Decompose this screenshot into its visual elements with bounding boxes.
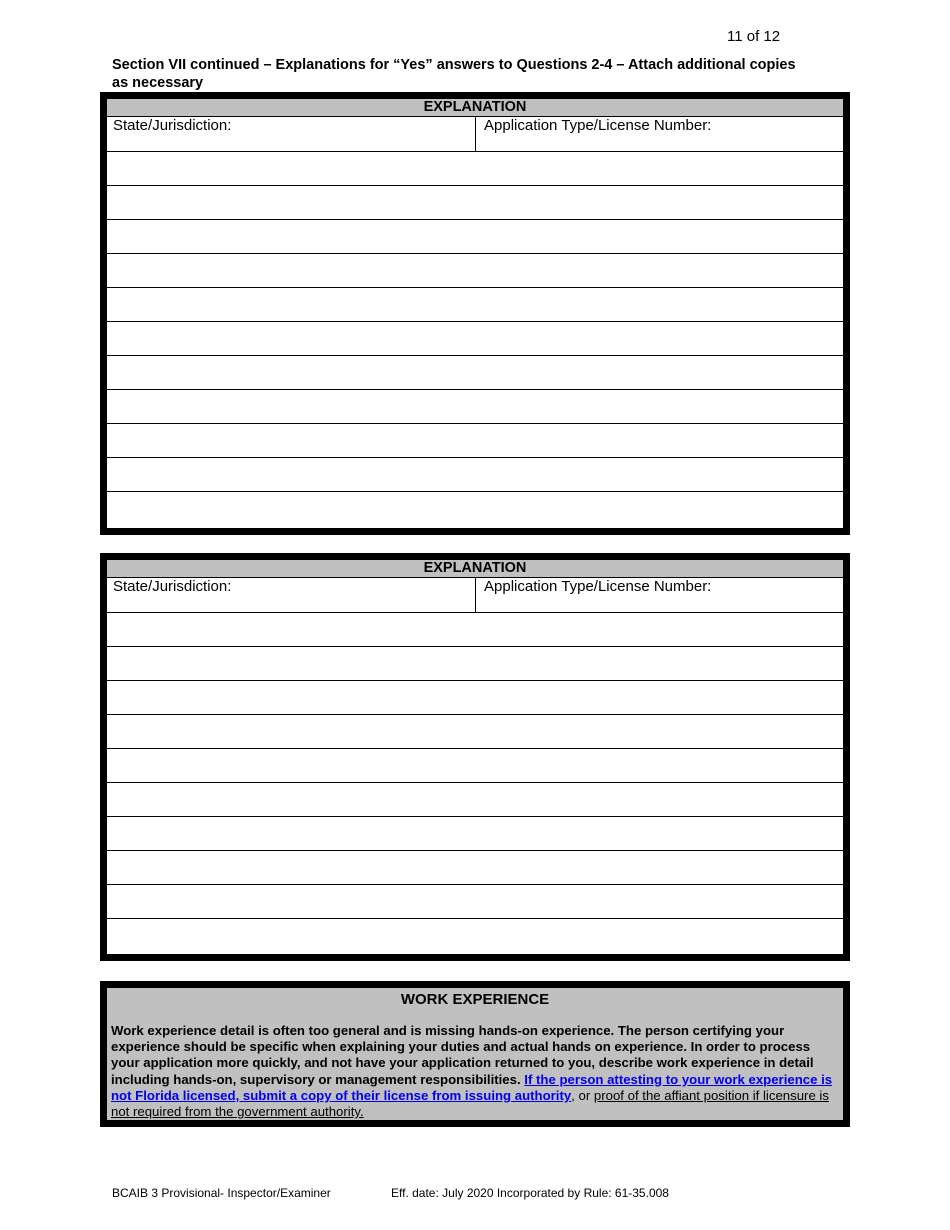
affiant-proof-text: proof of the affiant position if licensure is not required from the government authority. (111, 1087, 829, 1120)
footer-form-name: BCAIB 3 Provisional- Inspector/Examiner (112, 1186, 331, 1200)
explanation-line[interactable] (107, 613, 843, 647)
explanation-line[interactable] (107, 390, 843, 424)
explanation-line[interactable] (107, 424, 843, 458)
work-experience-connector: , or (571, 1087, 594, 1103)
explanation-title: EXPLANATION (107, 99, 843, 117)
explanation-line[interactable] (107, 647, 843, 681)
explanation-line[interactable] (107, 715, 843, 749)
explanation-line[interactable] (107, 749, 843, 783)
work-experience-title: WORK EXPERIENCE (400, 991, 550, 1008)
work-experience-box (100, 981, 850, 1127)
explanation-line[interactable] (107, 817, 843, 851)
explanation-box-1 (100, 92, 850, 535)
license-submission-link[interactable]: If the person attesting to your work experience is not Florida licensed, submit a copy of their license from issuing authority (111, 1071, 833, 1103)
explanation-line[interactable] (107, 851, 843, 885)
explanation-lines (107, 152, 843, 526)
explanation-line[interactable] (107, 288, 843, 322)
explanation-line[interactable] (107, 919, 843, 953)
state-jurisdiction-field[interactable]: State/Jurisdiction: (107, 117, 476, 151)
work-experience-instructions: Work experience detail is often too general and is missing hands-on experience. The person certifying your experience should be specific when explaining your duties and actual hands on experience. In order to process your application more quickly, and not have your application returned to you, describe work experience in detail including hands-on, supervisory or management responsibilities. (111, 1023, 814, 1087)
explanation-line[interactable] (107, 186, 843, 220)
section-heading: Section VII continued – Explanations for “Yes” answers to Questions 2-4 – Attach additional copies as necessary (112, 57, 796, 91)
page-number: 11 of 12 (727, 28, 781, 45)
state-jurisdiction-field[interactable]: State/Jurisdiction: (107, 578, 476, 612)
application-type-license-field[interactable]: Application Type/License Number: (484, 117, 712, 134)
explanation-line[interactable] (107, 220, 843, 254)
explanation-line[interactable] (107, 492, 843, 526)
explanation-line[interactable] (107, 254, 843, 288)
explanation-line[interactable] (107, 885, 843, 919)
footer-effective-date: Eff. date: July 2020 Incorporated by Rule: 61-35.008 (391, 1186, 669, 1200)
explanation-box-2 (100, 553, 850, 961)
explanation-lines (107, 613, 843, 953)
explanation-line[interactable] (107, 458, 843, 492)
explanation-line[interactable] (107, 783, 843, 817)
work-experience-text (111, 1023, 839, 1120)
explanation-line[interactable] (107, 681, 843, 715)
explanation-title: EXPLANATION (107, 560, 843, 578)
application-type-license-field[interactable]: Application Type/License Number: (484, 578, 712, 595)
explanation-line[interactable] (107, 356, 843, 390)
explanation-line[interactable] (107, 152, 843, 186)
explanation-line[interactable] (107, 322, 843, 356)
